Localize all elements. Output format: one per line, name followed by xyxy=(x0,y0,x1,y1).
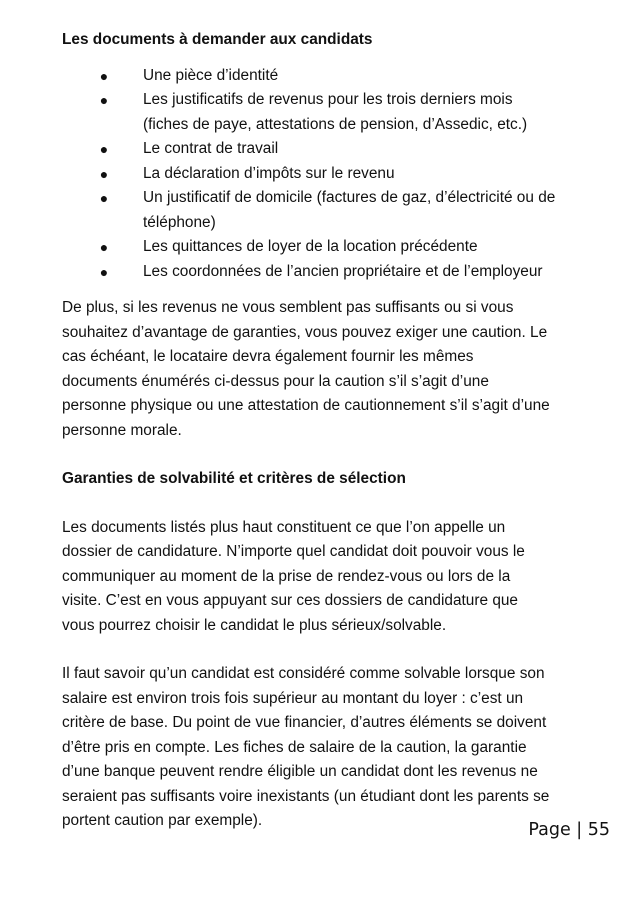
list-item xyxy=(62,64,610,89)
text-line: cas échéant, le locataire devra également fournir les mêmes xyxy=(62,348,474,365)
text-line: d’être pris en compte. Les fiches de salaire de la caution, la garantie xyxy=(62,738,527,756)
list-item xyxy=(62,137,610,162)
bullet-icon: ● xyxy=(99,141,109,157)
list-item-text: Un justificatif de domicile (factures de gaz, d’électricité ou de xyxy=(143,189,556,206)
text-line: seraient pas suffisants voire inexistants (un étudiant dont les parents se xyxy=(62,787,550,805)
list-item xyxy=(62,235,610,260)
list-item-text: Une pièce d’identité xyxy=(143,66,279,84)
text-line: salaire est environ trois fois supérieur au montant du loyer : c’est un xyxy=(62,689,524,707)
list-item-text: La déclaration d’impôts sur le revenu xyxy=(143,164,395,182)
text-line: Les documents listés plus haut constituent ce que l’on appelle un xyxy=(62,518,506,536)
text-line: communiquer au moment de la prise de rendez-vous ou lors de la xyxy=(62,567,511,585)
list-item-text: (fiches de paye, attestations de pension, d’Assedic, etc.) xyxy=(143,115,528,133)
list-item-text: Les quittances de loyer de la location précédente xyxy=(143,238,478,255)
section-heading-documents: Les documents à demander aux candidats xyxy=(62,31,373,48)
text-line: critère de base. Du point de vue financier, d’autres éléments se doivent xyxy=(62,714,547,731)
bullet-icon: ● xyxy=(99,190,109,206)
bullet-icon: ● xyxy=(99,239,109,255)
list-item-text: Les coordonnées de l’ancien propriétaire et de l’employeur xyxy=(143,262,543,280)
text-line: Il faut savoir qu’un candidat est considéré comme solvable lorsque son xyxy=(62,665,545,682)
list-item xyxy=(62,88,610,137)
page-number: Page | 55 xyxy=(528,820,610,840)
text-line: personne morale. xyxy=(62,421,182,439)
text-line: documents énumérés ci-dessus pour la caution s’il s’agit d’une xyxy=(62,372,489,390)
list-item xyxy=(62,260,610,285)
documents-list xyxy=(62,64,610,285)
list-item-text: Les justificatifs de revenus pour les trois derniers mois xyxy=(143,91,513,108)
bullet-icon: ● xyxy=(99,67,109,84)
document-page xyxy=(62,28,610,834)
text-line: dossier de candidature. N’importe quel candidat doit pouvoir vous le xyxy=(62,543,525,560)
paragraph-solvable xyxy=(62,662,610,834)
paragraph-dossier xyxy=(62,516,610,639)
text-line: souhaitez d’avantage de garanties, vous pouvez exiger une caution. Le xyxy=(62,323,548,341)
text-line: d’une banque peuvent rendre éligible un candidat dont les revenus ne xyxy=(62,763,538,780)
bullet-icon: ● xyxy=(99,92,109,108)
text-line: visite. C’est en vous appuyant sur ces dossiers de candidature que xyxy=(62,592,518,609)
paragraph-caution xyxy=(62,296,610,443)
list-item xyxy=(62,186,610,235)
text-line: De plus, si les revenus ne vous semblent pas suffisants ou si vous xyxy=(62,299,514,316)
text-line: personne physique ou une attestation de cautionnement s’il s’agit d’une xyxy=(62,397,550,414)
bullet-icon: ● xyxy=(99,165,109,182)
section-heading-solvabilite: Garanties de solvabilité et critères de sélection xyxy=(62,470,406,487)
list-item-text: téléphone) xyxy=(143,213,216,231)
list-item xyxy=(62,162,610,187)
text-line: portent caution par exemple). xyxy=(62,812,263,829)
text-line: vous pourrez choisir le candidat le plus sérieux/solvable. xyxy=(62,616,447,634)
bullet-icon: ● xyxy=(99,263,109,280)
list-item-text: Le contrat de travail xyxy=(143,140,279,157)
